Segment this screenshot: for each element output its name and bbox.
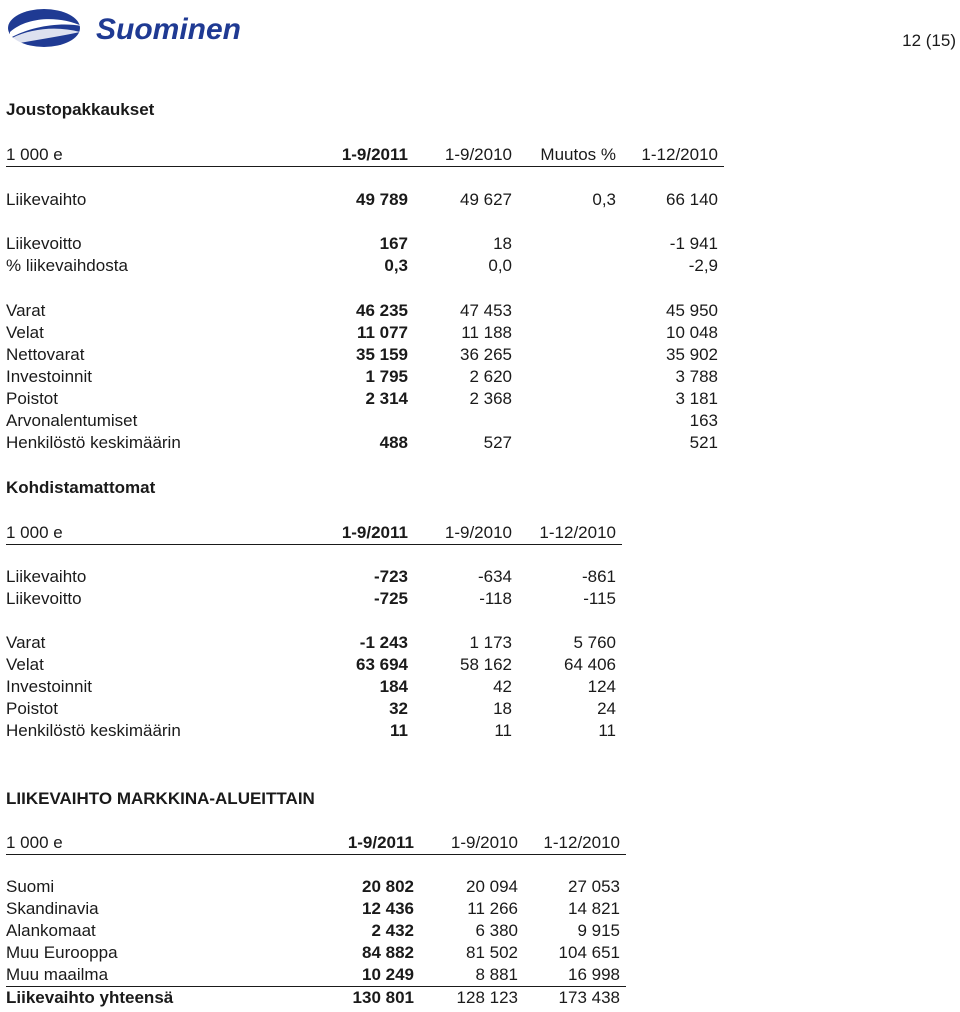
table-cell: 1 795 xyxy=(365,367,408,386)
table-row xyxy=(6,654,622,676)
column-header: 1-12/2010 xyxy=(539,523,616,542)
table-cell: 24 xyxy=(597,699,616,718)
table-cell: 3 181 xyxy=(675,389,718,408)
table-cell: -634 xyxy=(477,567,512,586)
table-cell: -1 243 xyxy=(359,633,408,652)
table-row xyxy=(6,876,626,898)
header-divider xyxy=(6,854,626,855)
row-label: Liikevaihto xyxy=(6,567,87,586)
table-header-row xyxy=(6,522,622,544)
table-cell: 18 xyxy=(493,234,512,253)
column-header: 1-9/2010 xyxy=(444,523,512,542)
table-row xyxy=(6,255,724,277)
table-row xyxy=(6,987,626,1009)
column-header: 1-12/2010 xyxy=(641,145,718,164)
column-header: 1-9/2010 xyxy=(450,833,518,852)
table-row xyxy=(6,322,724,344)
table-header-row xyxy=(6,144,724,166)
table-row xyxy=(6,676,622,698)
table-cell: -861 xyxy=(581,567,616,586)
table-cell: 2 314 xyxy=(365,389,408,408)
table-row xyxy=(6,566,622,588)
table-cell: 49 789 xyxy=(356,190,408,209)
suominen-logo xyxy=(8,6,298,52)
table-row xyxy=(6,233,724,255)
row-label: Alankomaat xyxy=(6,921,96,940)
row-label: Liikevoitto xyxy=(6,234,82,253)
row-label: Poistot xyxy=(6,389,58,408)
table-cell: -723 xyxy=(373,567,408,586)
row-label: Velat xyxy=(6,655,44,674)
row-label: Liikevaihto yhteensä xyxy=(6,988,174,1007)
row-label: Investoinnit xyxy=(6,367,92,386)
table-cell: 128 123 xyxy=(456,988,518,1007)
table-row xyxy=(6,898,626,920)
table-cell: 184 xyxy=(379,677,408,696)
table-cell: 6 380 xyxy=(475,921,518,940)
table-cell: 18 xyxy=(493,699,512,718)
table-row xyxy=(6,432,724,454)
column-header: 1-9/2011 xyxy=(341,523,408,542)
column-header: 1-9/2011 xyxy=(347,833,414,852)
table-cell: 0,3 xyxy=(384,256,408,275)
table-cell: -725 xyxy=(373,589,408,608)
table-row xyxy=(6,720,622,742)
row-label: Liikevoitto xyxy=(6,589,82,608)
row-label: Henkilöstö keskimäärin xyxy=(6,433,181,452)
table-cell: -115 xyxy=(583,589,616,608)
table-cell: 35 159 xyxy=(356,345,408,364)
table-cell: 49 627 xyxy=(460,190,512,209)
table-cell: 84 882 xyxy=(362,943,414,962)
table-cell: 11 188 xyxy=(461,323,512,342)
row-label: Nettovarat xyxy=(6,345,85,364)
table-cell: 46 235 xyxy=(356,301,408,320)
row-label: Muu Eurooppa xyxy=(6,943,118,962)
table-cell: 130 801 xyxy=(352,988,414,1007)
table-cell: 1 173 xyxy=(469,633,512,652)
brand-name: Suominen xyxy=(96,13,242,46)
header-divider xyxy=(6,544,622,545)
column-header: 1 000 e xyxy=(6,833,63,852)
table-row xyxy=(6,698,622,720)
table-cell: 2 368 xyxy=(469,389,512,408)
table-cell: 12 436 xyxy=(362,899,414,918)
table-cell: 8 881 xyxy=(475,965,518,984)
table-cell: 32 xyxy=(389,699,408,718)
column-header: Muutos % xyxy=(540,145,616,164)
table-cell: 11 xyxy=(390,721,408,740)
row-label: Arvonalentumiset xyxy=(6,411,138,430)
table-cell: 3 788 xyxy=(675,367,718,386)
table-row xyxy=(6,189,724,211)
row-label: Varat xyxy=(6,633,46,652)
table-cell: 2 432 xyxy=(371,921,414,940)
page-number: 12 (15) xyxy=(902,31,956,50)
table-cell: 66 140 xyxy=(666,190,718,209)
table-cell: 11 xyxy=(598,721,616,740)
table-cell: 104 651 xyxy=(558,943,620,962)
column-header: 1-9/2011 xyxy=(341,145,408,164)
table-header-row xyxy=(6,832,626,854)
table-cell: 9 915 xyxy=(577,921,620,940)
table-cell: 20 802 xyxy=(362,877,414,896)
section-title-markkina-alueittain: LIIKEVAIHTO MARKKINA-ALUEITTAIN xyxy=(6,789,315,808)
table-row xyxy=(6,410,724,432)
table-cell: 488 xyxy=(379,433,408,452)
row-label: Varat xyxy=(6,301,46,320)
table-row xyxy=(6,632,622,654)
table-cell: -2,9 xyxy=(688,256,718,275)
table-cell: 27 053 xyxy=(568,877,620,896)
row-label: Suomi xyxy=(6,877,55,896)
table-cell: 64 406 xyxy=(564,655,616,674)
column-header: 1-12/2010 xyxy=(543,833,620,852)
column-header: 1-9/2010 xyxy=(444,145,512,164)
table-cell: -118 xyxy=(479,589,512,608)
table-cell: 16 998 xyxy=(568,965,620,984)
table-row xyxy=(6,344,724,366)
table-cell: 45 950 xyxy=(666,301,718,320)
table-cell: 2 620 xyxy=(469,367,512,386)
section-title-joustopakkaukset: Joustopakkaukset xyxy=(6,100,155,119)
table-row xyxy=(6,942,626,964)
total-divider xyxy=(6,986,626,987)
row-label: Poistot xyxy=(6,699,58,718)
table-cell: 521 xyxy=(689,433,718,452)
table-row xyxy=(6,300,724,322)
table-cell: 0,3 xyxy=(592,190,616,209)
table-cell: 47 453 xyxy=(460,301,512,320)
table-cell: 11 266 xyxy=(467,899,518,918)
table-cell: 35 902 xyxy=(666,345,718,364)
section-title-kohdistamattomat: Kohdistamattomat xyxy=(6,478,156,497)
row-label: Muu maailma xyxy=(6,965,109,984)
header-divider xyxy=(6,166,724,167)
row-label: Henkilöstö keskimäärin xyxy=(6,721,181,740)
table-row xyxy=(6,920,626,942)
table-cell: 42 xyxy=(493,677,512,696)
row-label: Skandinavia xyxy=(6,899,99,918)
table-cell: 36 265 xyxy=(460,345,512,364)
table-cell: 11 xyxy=(494,721,512,740)
table-row xyxy=(6,588,622,610)
table-cell: 0,0 xyxy=(488,256,512,275)
table-row xyxy=(6,964,626,986)
table-cell: 63 694 xyxy=(356,655,408,674)
row-label: % liikevaihdosta xyxy=(6,256,128,275)
table-cell: 5 760 xyxy=(573,633,616,652)
column-header: 1 000 e xyxy=(6,523,63,542)
row-label: Velat xyxy=(6,323,44,342)
row-label: Investoinnit xyxy=(6,677,92,696)
table-row xyxy=(6,388,724,410)
table-cell: 124 xyxy=(587,677,616,696)
table-cell: 527 xyxy=(483,433,512,452)
table-cell: -1 941 xyxy=(669,234,718,253)
column-header: 1 000 e xyxy=(6,145,63,164)
row-label: Liikevaihto xyxy=(6,190,87,209)
table-cell: 11 077 xyxy=(356,323,408,342)
table-cell: 167 xyxy=(379,234,408,253)
table-cell: 163 xyxy=(689,411,718,430)
table-cell: 58 162 xyxy=(460,655,512,674)
table-row xyxy=(6,366,724,388)
table-cell: 173 438 xyxy=(558,988,620,1007)
table-cell: 20 094 xyxy=(466,877,518,896)
table-cell: 81 502 xyxy=(466,943,518,962)
table-cell: 14 821 xyxy=(568,899,620,918)
logo-swoosh-icon xyxy=(8,6,298,52)
table-cell: 10 048 xyxy=(666,323,718,342)
table-cell: 10 249 xyxy=(362,965,414,984)
